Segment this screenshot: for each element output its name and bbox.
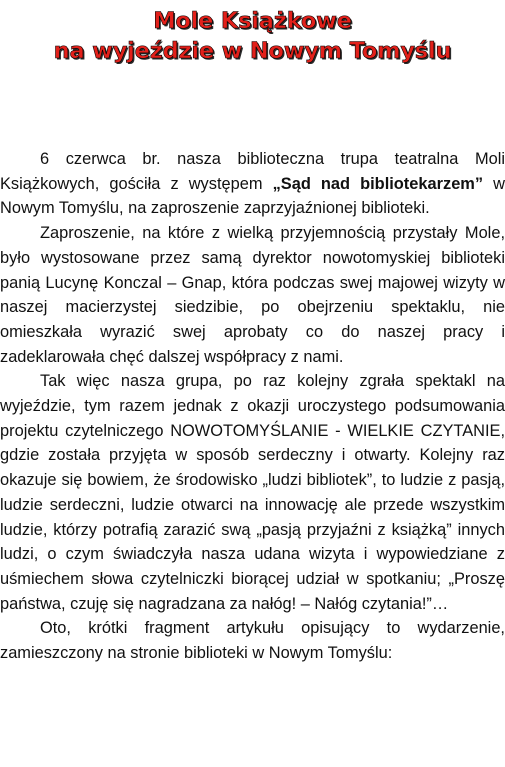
paragraph-2: Zaproszenie, na które z wielką przyjemnością przystały Mole, było wystosowane przez samą dyrektor nowotomyskiej biblioteki panią Lucynę Konczal – Gnap, która podczas swej majowej wizyty w naszej macierzystej siedzibie, po obejrzeniu spektaklu, nie omieszkała wyrazić swej aprobaty co do naszej pracy i zadeklarowała chęć dalszej współpracy z nami. xyxy=(0,224,505,366)
article-body xyxy=(0,147,505,666)
paragraph-1 xyxy=(0,147,505,221)
paragraph-1-start: 6 czerwca br. nasza biblioteczna trupa teatralna Moli Książkowych, gościła z występem xyxy=(0,150,505,193)
title-line-2: na wyjeździe w Nowym Tomyślu xyxy=(53,38,452,64)
play-title: „Sąd nad bibliotekarzem” xyxy=(272,174,484,193)
paragraph-4: Oto, krótki fragment artykułu opisujący to wydarzenie, zamieszczony na stronie biblioteki w Nowym Tomyślu: xyxy=(0,619,505,663)
title-line-1: Mole Książkowe xyxy=(153,8,352,34)
paragraph-1-end: w Nowym Tomyślu, na zaproszenie zaprzyjaźnionej biblioteki. xyxy=(0,174,505,218)
page-title xyxy=(0,6,505,66)
paragraph-3: Tak więc nasza grupa, po raz kolejny zgrała spektakl na wyjeździe, tym razem jednak z okazji uroczystego podsumowania projektu czytelniczego NOWOTOMYŚLANIE - WIELKIE CZYTANIE, gdzie została przyjęta w sposób serdeczny i otwarty. Kolejny raz okazuje się bowiem, że środowisko „ludzi bibliotek”, to ludzie z pasją, ludzie serdeczni, ludzie otwarci na innowację ale przede wszystkim ludzie, którzy potrafią zarazić swą „pasją przyjaźni z książką” innych ludzi, o czym świadczyła nasza udana wizyta i wypowiedziane z uśmiechem słowa czytelniczki biorącej udział w spotkaniu; „Proszę państwa, czuję się nagradzana za nałóg! – Nałóg czytania!”… xyxy=(0,372,505,613)
